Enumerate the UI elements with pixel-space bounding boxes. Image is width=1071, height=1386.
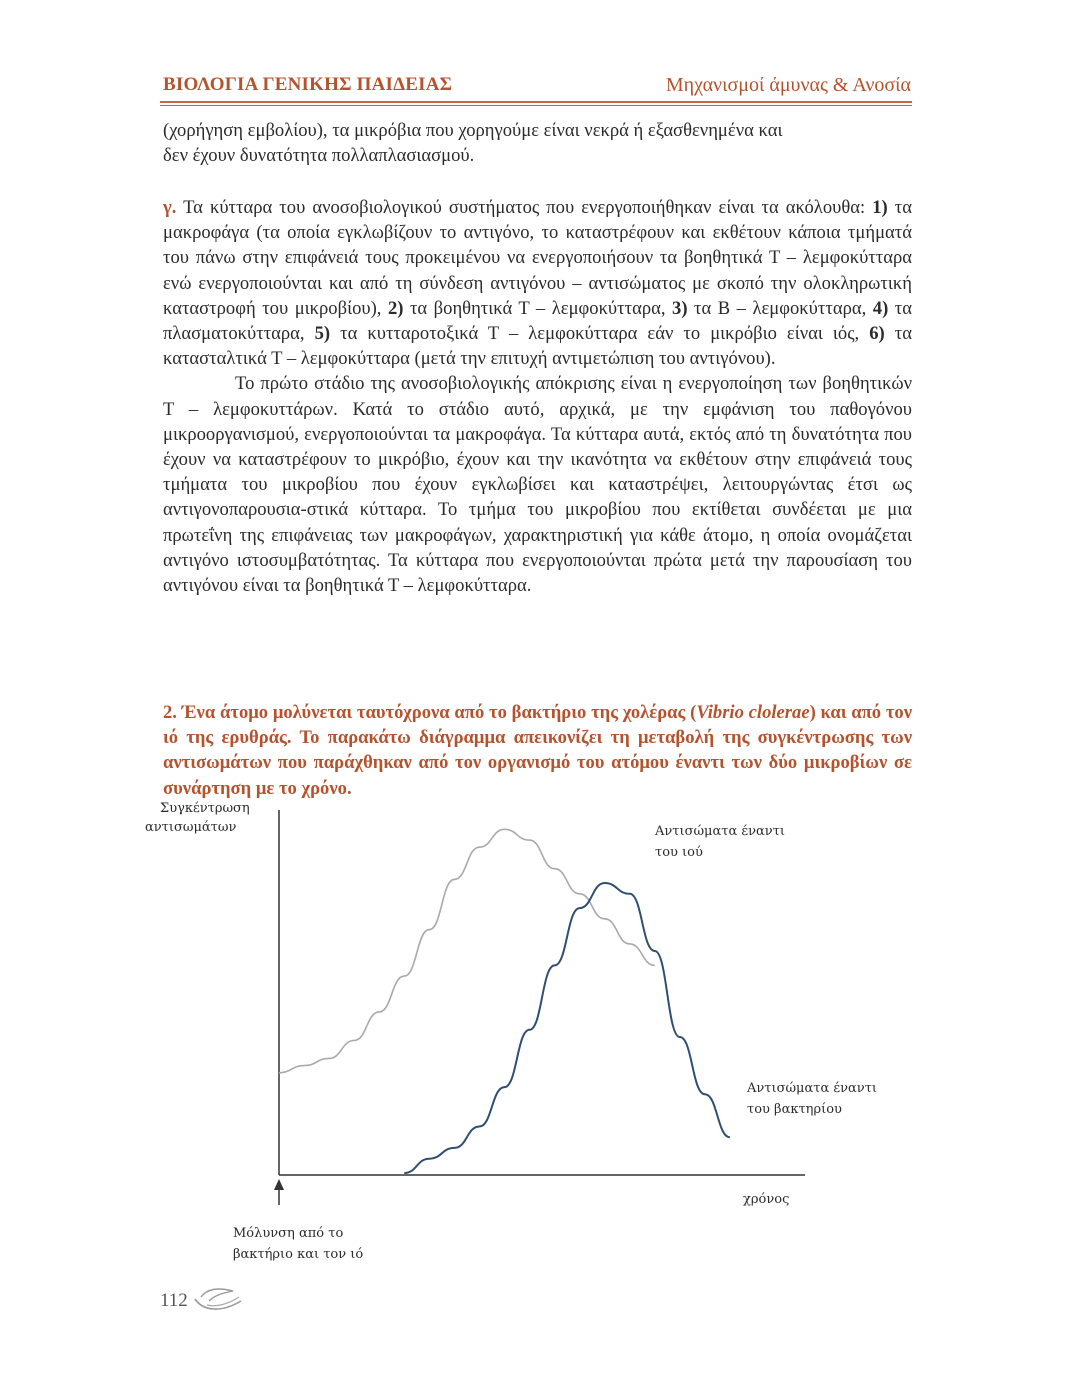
antibody-chart [140, 795, 920, 1270]
intro-paragraph [163, 118, 912, 168]
section-g-marker: γ. [163, 197, 177, 218]
question-2-text: ) και από τον ιό της ερυθράς. Το παρακάτω διάγραμμα απεικονίζει τη μεταβολή της συγκέντρωσης των αντισωμάτων που παράχθηκαν από τον οργανισμό του ατόμου έναντι των δύο μικροβίων σε συνάρτηση με το χρόνο. [163, 702, 913, 799]
section-g-text: τα πλασματοκύτταρα, [163, 297, 912, 345]
intro-line-1: (χορήγηση εμβολίου), τα μικρόβια που χορηγούμε είναι νεκρά ή εξασθενημένα και [163, 120, 783, 141]
annotation-line-2: βακτήριο και τον ιό [233, 1247, 364, 1262]
section-g-text: τα κατασταλτικά Τ – λεμφοκύτταρα (μετά την επιτυχή αντιμετώπιση του αντιγόνου). [163, 323, 912, 370]
question-2-text: 2. Ένα άτομο μολύνεται ταυτόχρονα από το βακτήριο της χολέρας ( [163, 702, 697, 723]
legend-bacterium-line-1: Αντισώματα έναντι [747, 1081, 877, 1096]
item-number: 1) [872, 197, 888, 218]
header-rule-thin [160, 105, 912, 106]
item-number: 3) [672, 297, 688, 319]
y-axis-label-line-1: Συγκέντρωση [160, 801, 250, 816]
legend-virus-line-1: Αντισώματα έναντι [655, 824, 785, 839]
item-number: 4) [872, 297, 889, 319]
legend-bacterium-line-2: του βακτηρίου [747, 1102, 842, 1117]
item-number: 2) [387, 297, 404, 319]
species-name: Vibrio clolerae [696, 702, 810, 723]
x-axis-label: χρόνος [743, 1192, 790, 1207]
series-line-virus [279, 829, 655, 1073]
paragraph-2: Το πρώτο στάδιο της ανοσοβιολογικής απόκρισης είναι η ενεργοποίηση των βοηθητικών Τ – λεμφοκυττάρων. Κατά το στάδιο αυτό, αρχικά, με την εμφάνιση του παθογόνου μικροοργανισμού, ενεργοποιούνται τα μακροφάγα. Τα κύτταρα αυτά, εκτός από τη δυνατότητα που έχουν να καταστρέφουν το μικρόβιο, έχουν και την ικανότητα να εκθέτουν στην επιφάνειά τους τμήματα του μικροβίου που έχουν εγκλωβίσει και καταστρέψει, λειτουργώντας έτσι ως αντιγονοπαρουσια-στικά κύτταρα. Το τμήμα του μικροβίου που εκτίθεται συνδέεται με μια πρωτεΐνη της επιφάνειας των μακροφάγων, χαρακτηριστική για κάθε άτομο, η οποία ονομάζεται αντιγόνο ιστοσυμβατότητας. Τα κύτταρα που ενεργοποιούνται πρώτα μετά την παρουσίαση του αντιγόνου είναι τα βοηθητικά Τ – λεμφοκύτταρα. [163, 373, 912, 597]
section-g-text: τα μακροφάγα (τα οποία εγκλωβίζουν το αντιγόνο, το καταστρέφουν και εκθέτουν κάποια τμήματά του πάνω στην επιφάνειά τους προκειμένου να ενεργοποιήσουν τα βοηθητικά Τ – λεμφοκύτταρα ενώ ενεργοποιούνται και από τη σύνδεση αντιγόνου – αντισώματος με σκοπό την ολοκληρωτική καταστροφή του μικροβίου), [163, 197, 912, 319]
section-g-text: τα βοηθητικά Τ – λεμφοκύτταρα, [403, 297, 673, 319]
header-chapter: Μηχανισμοί άμυνας & Ανοσία [665, 74, 911, 96]
header-title: ΒΙΟΛΟΓΙΑ ΓΕΝΙΚΗΣ ΠΑΙΔΕΙΑΣ [163, 74, 453, 95]
legend-virus-line-2: του ιού [655, 845, 703, 860]
infection-arrow-icon [274, 1179, 284, 1190]
intro-line-2: δεν έχουν δυνατότητα πολλαπλασιασμού. [163, 145, 475, 167]
series-line-bacterium [404, 883, 730, 1173]
y-axis-label-line-2: αντισωμάτων [145, 820, 237, 835]
dove-logo-icon [193, 1283, 245, 1317]
question-2 [163, 700, 912, 801]
section-g-text: Τα κύτταρα του ανοσοβιολογικού συστήματος που ενεργοποιήθηκαν είναι τα ακόλουθα: [176, 197, 873, 218]
header-rule [160, 101, 912, 103]
item-number: 5) [314, 323, 331, 345]
annotation-line-1: Μόλυνση από το [233, 1226, 344, 1241]
section-g-text: τα Β – λεμφοκύτταρα, [687, 297, 873, 319]
section-g-text: τα κυτταροτοξικά Τ – λεμφοκύτταρα εάν το μικρόβιο είναι ιός, [330, 323, 870, 345]
section-g [163, 195, 912, 598]
item-number: 6) [869, 323, 885, 345]
page-number: 112 [160, 1290, 188, 1311]
